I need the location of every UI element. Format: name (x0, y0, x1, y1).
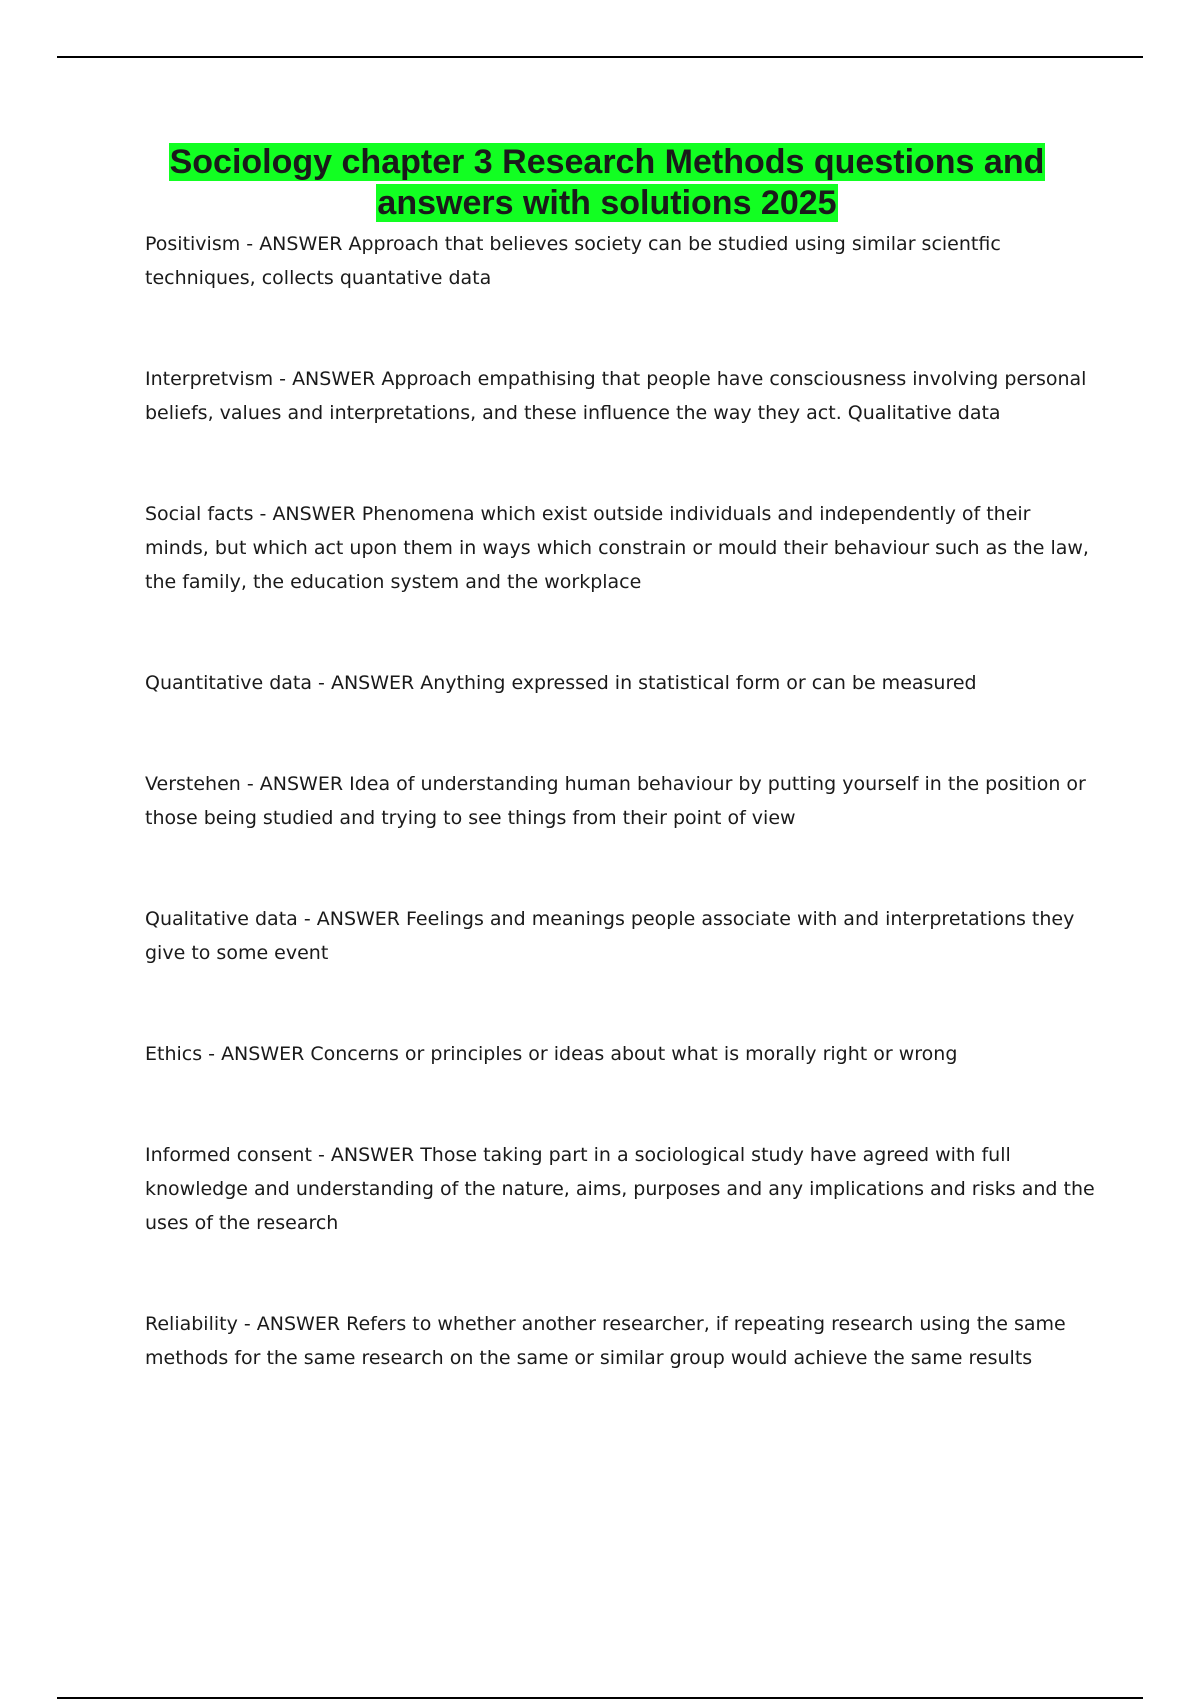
qa-term: Quantitative data (145, 672, 313, 694)
qa-entry (145, 227, 1095, 295)
qa-entry (145, 767, 1095, 835)
qa-definition: Those taking part in a sociological study have agreed with full knowledge and understanding of the nature, aims, purposes and any implications and risks and the uses of the research (145, 1144, 1095, 1234)
answer-marker: ANSWER (221, 1043, 305, 1065)
qa-separator: - (237, 1313, 257, 1335)
document-title (130, 142, 1084, 224)
qa-separator: - (311, 1144, 331, 1166)
qa-term: Ethics (145, 1043, 203, 1065)
answer-marker: ANSWER (256, 1313, 341, 1335)
qa-separator: - (240, 233, 260, 255)
qa-separator: - (273, 368, 293, 390)
qa-term: Informed consent (145, 1144, 312, 1166)
answer-marker: ANSWER (272, 503, 356, 525)
qa-separator: - (297, 908, 317, 930)
qa-entry (145, 1037, 1095, 1071)
page-bottom-rule (57, 1697, 1143, 1699)
qa-separator: - (253, 503, 273, 525)
qa-list (145, 227, 1095, 1442)
document-header (130, 142, 1084, 224)
qa-term: Reliability (145, 1313, 238, 1335)
qa-entry (145, 1307, 1095, 1375)
qa-definition: Phenomena which exist outside individuals and independently of their minds, but which act upon them in ways which constrain or mould their behaviour such as the law, the family, the education system and the workplace (145, 503, 1089, 593)
answer-marker: ANSWER (259, 233, 343, 255)
qa-entry (145, 362, 1095, 430)
qa-entry (145, 1138, 1095, 1240)
qa-definition: Concerns or principles or ideas about what is morally right or wrong (310, 1043, 958, 1065)
qa-separator: - (312, 672, 331, 694)
qa-entry (145, 497, 1095, 599)
answer-marker: ANSWER (292, 368, 376, 390)
qa-definition: Anything expressed in statistical form or can be measured (420, 672, 977, 694)
qa-definition: Approach empathising that people have consciousness involving personal beliefs, values and interpretations, and these influence the way they act. Qualitative data (145, 368, 1087, 424)
qa-definition: Idea of understanding human behaviour by putting yourself in the position or those being studied and trying to see things from their point of view (145, 773, 1086, 829)
answer-marker: ANSWER (259, 773, 344, 795)
qa-term: Verstehen (145, 773, 241, 795)
answer-marker: ANSWER (330, 1144, 415, 1166)
qa-definition: Feelings and meanings people associate with and interpretations they give to some event (145, 908, 1075, 964)
qa-entry (145, 666, 1095, 700)
qa-definition: Refers to whether another researcher, if repeating research using the same methods for the same research on the same or similar group would achieve the same results (145, 1313, 1066, 1369)
qa-term: Interpretvism (145, 368, 274, 390)
qa-entry (145, 902, 1095, 970)
qa-definition: Approach that believes society can be studied using similar scientfic techniques, collects quantative data (145, 233, 1001, 289)
qa-separator: - (240, 773, 260, 795)
qa-term: Qualitative data (145, 908, 298, 930)
page-top-rule (57, 56, 1143, 58)
answer-marker: ANSWER (330, 672, 415, 694)
qa-separator: - (202, 1043, 222, 1065)
qa-term: Positivism (145, 233, 241, 255)
answer-marker: ANSWER (316, 908, 400, 930)
qa-term: Social facts (145, 503, 254, 525)
document-title-highlight: Sociology chapter 3 Research Methods questions and answers with solutions 2025 (169, 143, 1045, 222)
